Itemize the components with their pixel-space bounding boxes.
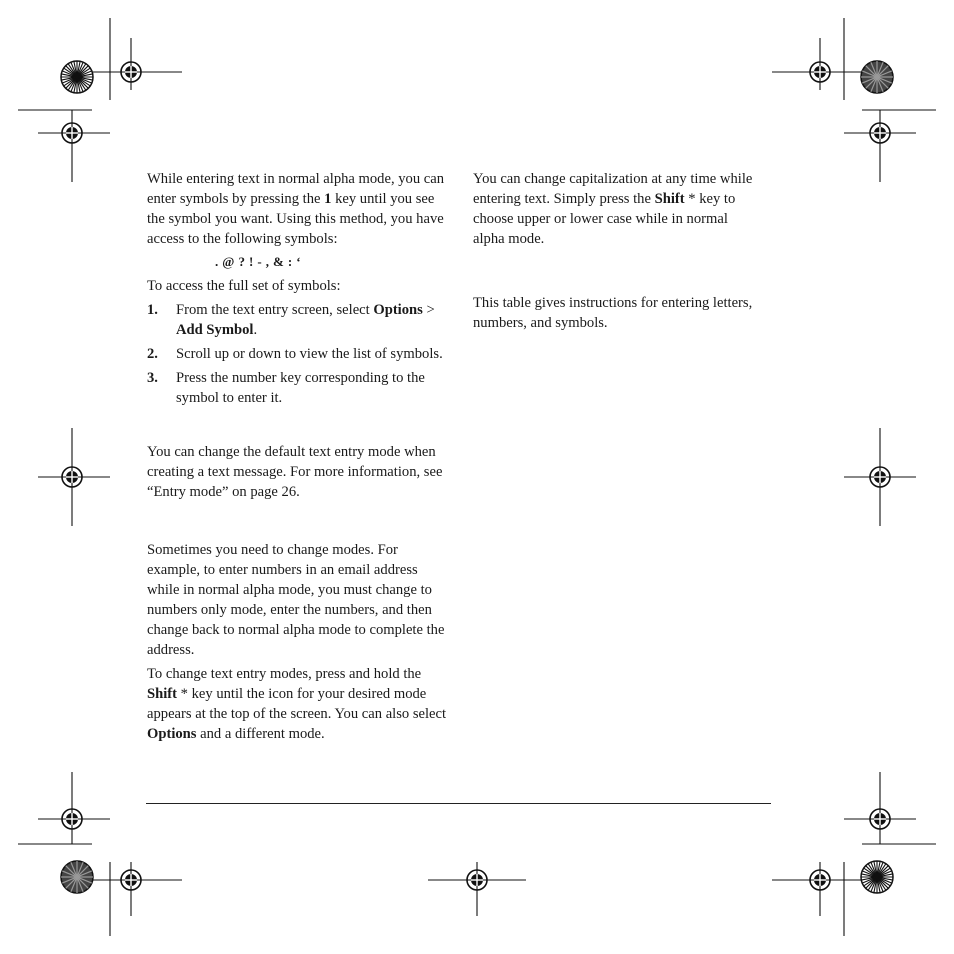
step-item: 3. Press the number key corresponding to the symbol to enter it. [147, 370, 425, 406]
options-label: Options [147, 726, 197, 742]
shift-key-label: Shift [147, 686, 178, 702]
symbol-intro-paragraph: While entering text in normal alpha mode, you can enter symbols by pressing the 1 key until you see the symbol you want. Using this method, you have access to the following symbols: [147, 171, 445, 247]
press-hold-paragraph: To change text entry modes, press and hold the Shift * key until the icon for your desired mode appears at the top of the screen. You can also select Options and a different mode. [147, 666, 447, 742]
footer-divider [146, 803, 771, 804]
right-column [473, 169, 763, 337]
symbol-list: . @ ? ! - , & : ‘ [215, 254, 302, 269]
shift-key-label: Shift [654, 191, 685, 207]
table-intro-paragraph: This table gives instructions for entering letters, numbers, and symbols. [473, 295, 753, 331]
step-item: 1. From the text entry screen, select Options > Add Symbol. [147, 302, 435, 338]
options-menu-label: Options [373, 302, 423, 318]
default-mode-paragraph: You can change the default text entry mode when creating a text message. For more information, see “Entry mode” on page 26. [147, 444, 443, 500]
step-item: 2. Scroll up or down to view the list of symbols. [147, 346, 443, 362]
key-1: 1 [324, 191, 332, 207]
symbol-steps-list [147, 300, 447, 408]
left-column [147, 169, 447, 748]
change-modes-paragraph: Sometimes you need to change modes. For example, to enter numbers in an email address while in normal alpha mode, you must change to numbers only mode, enter the numbers, and then change back to normal alpha mode to complete the address. [147, 542, 445, 658]
add-symbol-label: Add Symbol [176, 322, 254, 338]
capitalization-paragraph: You can change capitalization at any time while entering text. Simply press the Shift * key to choose upper or lower case while in normal alpha mode. [473, 171, 753, 247]
access-symbols-paragraph: To access the full set of symbols: [147, 278, 341, 294]
